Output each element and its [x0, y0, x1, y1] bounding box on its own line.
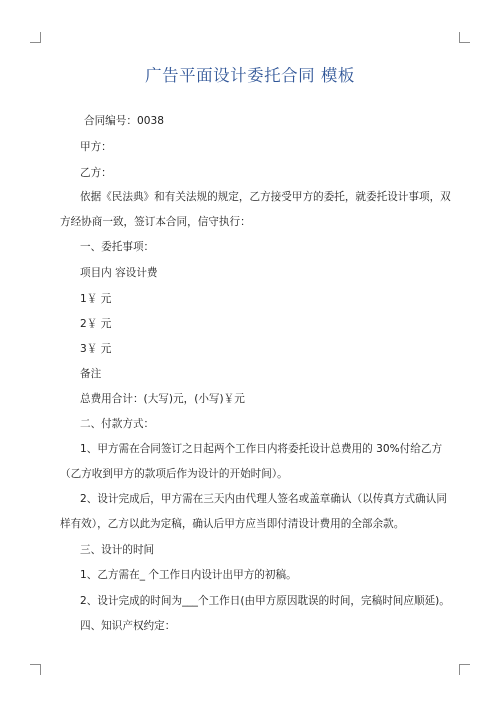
fee-item-3: 3￥ 元: [80, 343, 112, 355]
section-heading-2: 二、付款方式：: [80, 418, 155, 430]
party-a: 甲方：: [80, 141, 112, 153]
party-b: 乙方：: [80, 167, 112, 179]
payment-clause-2-line-1: 2、设计完成后，甲方需在三天内由代理人签名或盖章确认（以传真方式确认同: [80, 493, 447, 505]
document-title: 广告平面设计委托合同 模板: [145, 66, 355, 85]
remark-label: 备注: [80, 368, 102, 380]
section-heading-1: 一、委托事项：: [80, 241, 155, 253]
intro-line-2: 方经协商一致，签订本合同，信守执行：: [60, 216, 251, 228]
corner-mark-top-right: [459, 32, 470, 43]
payment-clause-2-line-2: 样有效），乙方以此为定稿，确认后甲方应当即付清设计费用的全部余款。: [60, 518, 405, 530]
time-clause-1: 1、乙方需在_ 个工作日内设计出甲方的初稿。: [80, 569, 297, 581]
fee-item-1: 1￥ 元: [80, 293, 112, 305]
payment-clause-1-line-1: 1、甲方需在合同签订之日起两个工作日内将委托设计总费用的 30%付给乙方: [80, 443, 443, 455]
total-fee: 总费用合计：(大写)元，(小写)￥元: [80, 393, 245, 405]
fee-item-2: 2￥ 元: [80, 318, 112, 330]
intro-line-1: 依据《民法典》和有关法规的规定，乙方接受甲方的委托，就委托设计事项，双: [80, 191, 451, 203]
corner-mark-top-left: [30, 32, 41, 43]
contract-number: 合同编号：0038: [84, 115, 164, 127]
time-clause-2: 2、设计完成的时间为___个工作日(由甲方原因耽误的时间，完稿时间应顺延)。: [80, 595, 450, 607]
section-heading-3: 三、设计的时间: [80, 544, 155, 556]
table-header: 项目内 容设计费: [80, 267, 158, 279]
corner-mark-bottom-left: [30, 664, 41, 675]
payment-clause-1-line-2: （乙方收到甲方的款项后作为设计的开始时间）。: [60, 468, 288, 480]
section-heading-4: 四、知识产权约定：: [80, 620, 176, 632]
corner-mark-bottom-right: [459, 664, 470, 675]
